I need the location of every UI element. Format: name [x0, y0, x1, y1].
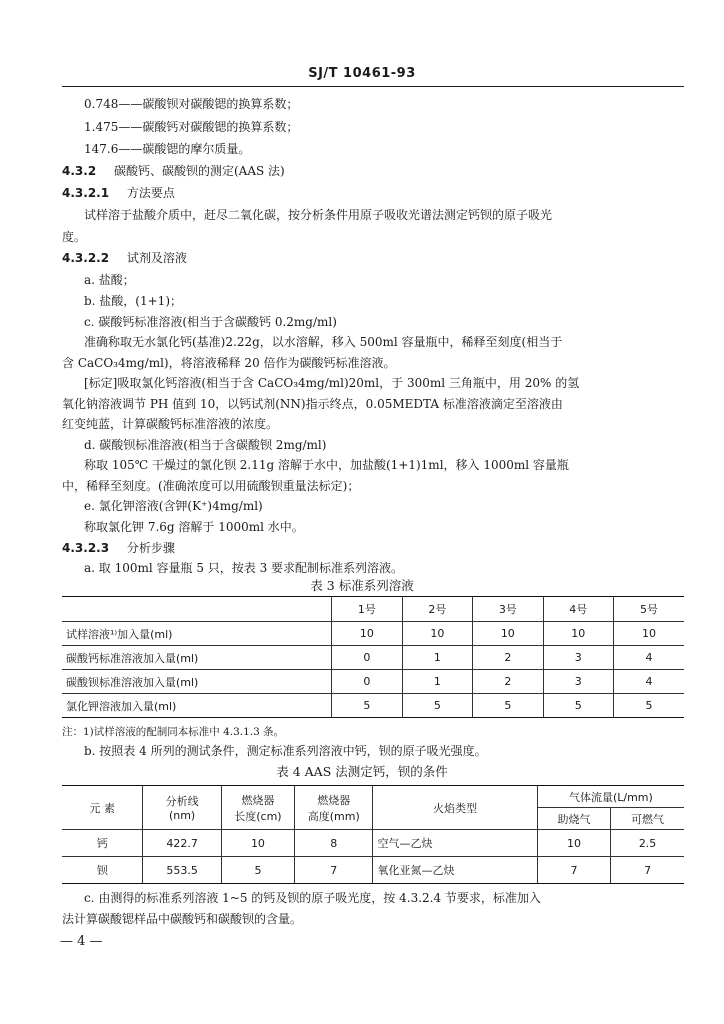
table-cell: 4	[614, 670, 685, 694]
table-cell: 1	[402, 670, 472, 694]
table-header-cell: 3号	[473, 597, 543, 622]
support-gas-cell: 7	[537, 857, 610, 884]
table-row	[62, 670, 684, 694]
flame-cell: 空气—乙炔	[373, 830, 537, 857]
table-3-standard-series	[62, 596, 684, 718]
row-label: 碳酸钙标准溶液加入量(ml)	[62, 646, 332, 670]
paragraph-method: 试样溶于盐酸介质中，赶尽二氧化碳，按分析条件用原子吸收光谱法测定钙钡的原子吸光	[84, 208, 553, 222]
paragraph-method-cont: 度。	[62, 230, 87, 244]
reagent-d: d. 碳酸钡标准溶液(相当于含碳酸钡 2mg/ml)	[84, 438, 327, 452]
page-number: — 4 —	[60, 934, 103, 949]
header-support-gas: 助烧气	[537, 808, 610, 830]
header-gas-flow: 气体流量(L/mm)	[537, 786, 684, 808]
header-text: 燃烧器	[317, 793, 351, 807]
table-cell: 10	[543, 622, 613, 646]
table-4-aas-conditions	[62, 785, 684, 884]
reagent-e-text: 称取氯化钾 7.6g 溶解于 1000ml 水中。	[84, 520, 304, 534]
table-row	[62, 646, 684, 670]
table-cell: 5	[402, 694, 472, 718]
table-cell: 3	[543, 646, 613, 670]
header-burner-height	[295, 786, 373, 830]
height-cell: 8	[295, 830, 373, 857]
section-4-3-2-3	[62, 540, 175, 556]
section-4-3-2-1	[62, 185, 175, 201]
header-element: 元 素	[62, 786, 143, 830]
section-title: 试剂及溶液	[126, 251, 187, 265]
section-title: 碳酸钙、碳酸钡的测定(AAS 法)	[114, 164, 285, 178]
table-header-cell: 5号	[614, 597, 685, 622]
section-4-3-2	[62, 163, 285, 179]
header-flame-type: 火焰类型	[373, 786, 537, 830]
table-cell: 10	[473, 622, 543, 646]
reagent-d-text: 称取 105℃ 干燥过的氯化钡 2.11g 溶解于水中，加盐酸(1+1)1ml，移入 1000ml 容量瓶	[84, 458, 569, 472]
length-cell: 5	[221, 857, 294, 884]
table-cell: 10	[402, 622, 472, 646]
section-number: 4.3.2.2	[62, 251, 110, 265]
reagent-c-calibration: [标定]吸取氯化钙溶液(相当于含 CaCO₃4mg/ml)20ml，于 300ml 三角瓶中，用 20% 的氢	[84, 376, 580, 390]
fuel-gas-cell: 7	[611, 857, 684, 884]
length-cell: 10	[221, 830, 294, 857]
reagent-a: a. 盐酸；	[84, 273, 135, 287]
reagent-d-text: 中，稀释至刻度。(准确浓度可以用硫酸钡重量法标定)；	[62, 479, 360, 493]
table-4-caption: 表 4 AAS 法测定钙，钡的条件	[276, 764, 448, 779]
table-row-calcium	[62, 830, 684, 857]
formula-term-1: 0.748——碳酸钡对碳酸锶的换算系数；	[84, 97, 299, 111]
table-row	[62, 622, 684, 646]
fuel-gas-cell: 2.5	[611, 830, 684, 857]
header-text: 分析线	[165, 795, 199, 808]
table-corner-cell	[62, 597, 332, 622]
table-row	[62, 694, 684, 718]
row-label: 碳酸钡标准溶液加入量(ml)	[62, 670, 332, 694]
table-header-row	[62, 597, 684, 622]
section-title: 分析步骤	[126, 541, 175, 555]
reagent-c-text: 准确称取无水氯化钙(基准)2.22g，以水溶解，移入 500ml 容量瓶中，稀释至刻度(相当于	[84, 335, 563, 349]
section-number: 4.3.2.1	[62, 186, 110, 200]
element-cell: 钡	[62, 857, 143, 884]
table-cell: 3	[543, 670, 613, 694]
table-cell: 5	[614, 694, 685, 718]
table-cell: 1	[402, 646, 472, 670]
table-header-row	[62, 786, 684, 808]
header-unit: (nm)	[168, 809, 196, 822]
table-cell: 4	[614, 646, 685, 670]
header-unit: 高度(mm)	[307, 809, 360, 823]
reagent-b: b. 盐酸，(1+1)；	[84, 294, 182, 308]
table-cell: 10	[332, 622, 402, 646]
reagent-c-calibration: 红变纯蓝，计算碳酸钙标准溶液的浓度。	[62, 417, 279, 431]
table-cell: 2	[473, 670, 543, 694]
formula-term-2: 1.475——碳酸钙对碳酸锶的换算系数；	[84, 120, 299, 134]
wavelength-cell: 553.5	[143, 857, 221, 884]
table-row-barium	[62, 857, 684, 884]
table-cell: 5	[332, 694, 402, 718]
table-header-cell: 1号	[332, 597, 402, 622]
section-4-3-2-2	[62, 250, 187, 266]
height-cell: 7	[295, 857, 373, 884]
table-3-footnote: 注：1)试样溶液的配制同本标准中 4.3.1.3 条。	[62, 726, 285, 738]
header-text: 燃烧器	[241, 793, 275, 807]
header-burner-length	[221, 786, 294, 830]
standard-number-header: SJ/T 10461-93	[308, 66, 416, 81]
formula-term-3: 147.6——碳酸锶的摩尔质量。	[84, 142, 251, 156]
header-unit: 长度(cm)	[234, 809, 282, 823]
table-cell: 2	[473, 646, 543, 670]
section-number: 4.3.2.3	[62, 541, 110, 555]
step-b: b. 按照表 4 所列的测试条件，测定标准系列溶液中钙，钡的原子吸光强度。	[84, 744, 487, 758]
reagent-c-text: 含 CaCO₃4mg/ml)，将溶液稀释 20 倍作为碳酸钙标准溶液。	[62, 356, 396, 370]
header-fuel-gas: 可燃气	[611, 808, 684, 830]
step-a: a. 取 100ml 容量瓶 5 只，按表 3 要求配制标准系列溶液。	[84, 561, 404, 575]
table-cell: 0	[332, 646, 402, 670]
row-label: 试样溶液¹⁾加入量(ml)	[62, 622, 332, 646]
table-cell: 5	[543, 694, 613, 718]
reagent-c: c. 碳酸钙标准溶液(相当于含碳酸钙 0.2mg/ml)	[84, 315, 337, 329]
header-wavelength	[143, 786, 221, 830]
support-gas-cell: 10	[537, 830, 610, 857]
step-c: c. 由测得的标准系列溶液 1~5 的钙及钡的原子吸光度，按 4.3.2.4 节要求，标准加入	[84, 891, 541, 905]
table-cell: 5	[473, 694, 543, 718]
table-header-cell: 2号	[402, 597, 472, 622]
table-header-cell: 4号	[543, 597, 613, 622]
element-cell: 钙	[62, 830, 143, 857]
section-title: 方法要点	[126, 186, 175, 200]
table-cell: 10	[614, 622, 685, 646]
reagent-c-calibration: 氧化钠溶液调节 PH 值到 10，以钙试剂(NN)指示终点，0.05MEDTA 标准溶液滴定至溶液由	[62, 397, 563, 411]
flame-cell: 氧化亚氮—乙炔	[373, 857, 537, 884]
wavelength-cell: 422.7	[143, 830, 221, 857]
row-label: 氯化钾溶液加入量(ml)	[62, 694, 332, 718]
section-number: 4.3.2	[62, 164, 97, 178]
table-cell: 0	[332, 670, 402, 694]
step-c-cont: 法计算碳酸锶样品中碳酸钙和碳酸钡的含量。	[62, 912, 303, 926]
header-rule	[62, 86, 684, 87]
table-3-caption: 表 3 标准系列溶液	[310, 578, 414, 593]
reagent-e: e. 氯化钾溶液(含钾(K⁺)4mg/ml)	[84, 499, 263, 513]
